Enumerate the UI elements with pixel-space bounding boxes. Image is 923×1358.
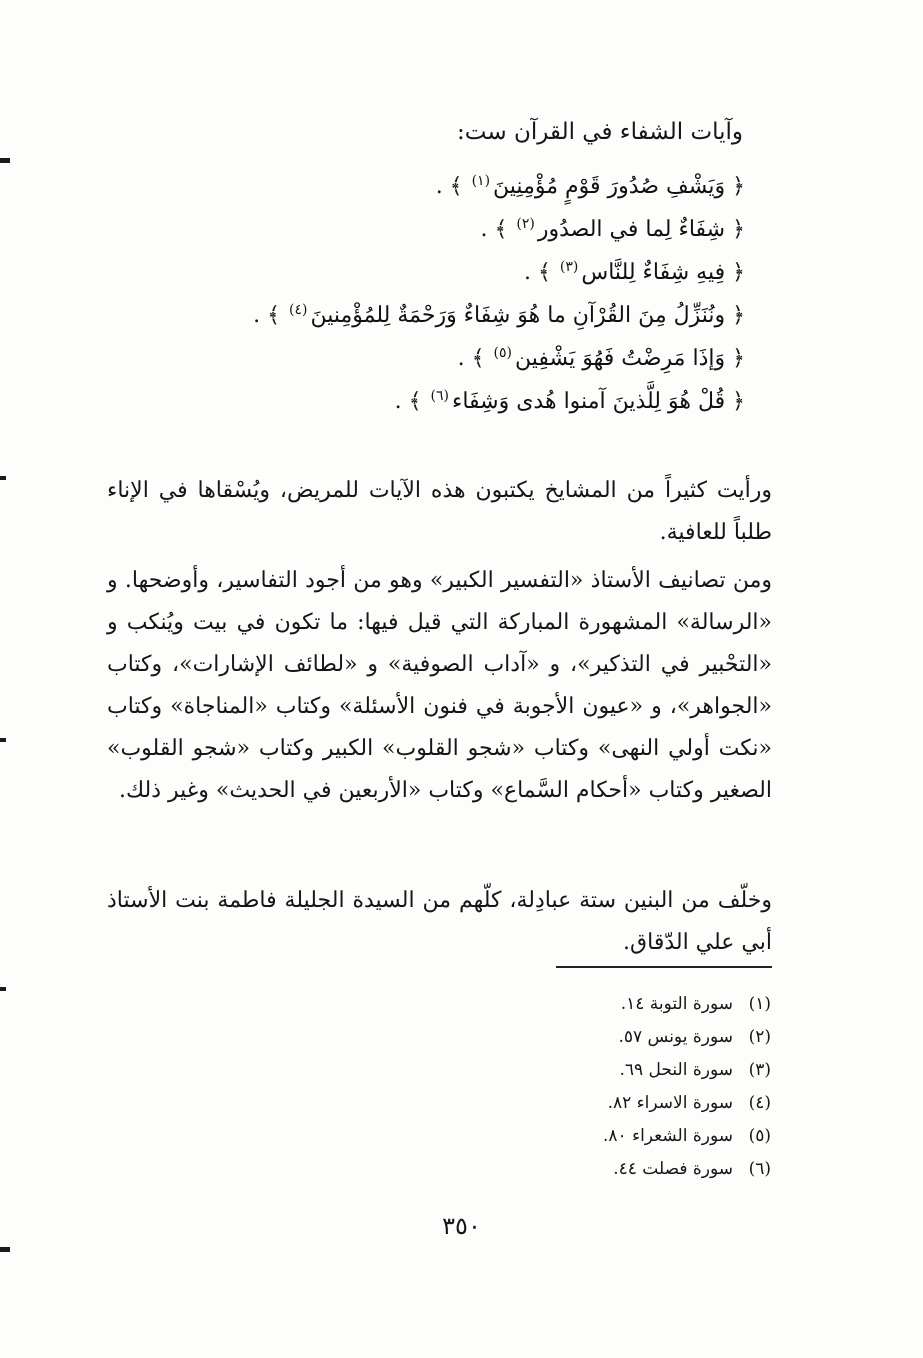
verse-end: ﴾ . — [435, 174, 463, 199]
paragraph-healing-verses: ورأيت كثيراً من المشايخ يكتبون هذه الآيات للمريض، ويُسْقاها في الإناء طلباً للعافية. — [107, 478, 772, 545]
verse-end: ﴾ . — [524, 260, 551, 285]
footnote-text: سورة يونس ٥٧. — [618, 1027, 733, 1047]
scan-edge-mark — [0, 158, 10, 163]
footnote-text: سورة فصلت ٤٤. — [613, 1159, 733, 1179]
scan-edge-mark — [0, 476, 6, 480]
verse-text: ﴿ فِيهِ شِفَاءٌ لِلنَّاس — [581, 260, 745, 285]
intro-line: وآيات الشفاء في القرآن ست: — [457, 119, 743, 145]
footnote-number: (٦) — [748, 1159, 771, 1179]
footnote-item — [551, 1153, 771, 1186]
footnote-number: (١) — [748, 994, 771, 1014]
verse-end: ﴾ . — [457, 346, 485, 371]
footnote-number: (٣) — [748, 1060, 771, 1080]
verse-1 — [185, 160, 745, 203]
verse-list — [185, 160, 745, 418]
footnote-number: (٤) — [748, 1093, 771, 1113]
verse-text: ﴿ وَإذَا مَرِضْتُ فَهُوَ يَشْفِين — [514, 346, 745, 371]
scan-edge-mark — [0, 1247, 10, 1252]
footnote-item — [551, 1054, 771, 1087]
footnote-number: (٢) — [748, 1027, 771, 1047]
verse-3 — [185, 246, 745, 289]
footnote-item — [551, 1021, 771, 1054]
footnote-text: سورة الاسراء ٨٢. — [607, 1093, 733, 1113]
footnote-text: سورة التوبة ١٤. — [620, 994, 733, 1014]
footnote-number: (٥) — [748, 1126, 771, 1146]
footnote-item — [551, 1120, 771, 1153]
verse-text: ﴿ وَيَشْفِ صُدُورَ قَوْمٍ مُؤْمِنِينَ — [493, 174, 745, 199]
verse-text: ﴿ ونُنَزِّلُ مِنَ القُرْآنِ ما هُوَ شِفَاءٌ وَرَحْمَةٌ لِلمُؤْمِنينَ — [310, 303, 745, 328]
verse-text: ﴿ شِفَاءٌ لِما في الصدُور — [537, 217, 745, 242]
footnote-text: سورة النحل ٦٩. — [619, 1060, 733, 1080]
verse-2 — [185, 203, 745, 246]
verse-6 — [185, 375, 745, 418]
page-number: ٣٥٠ — [442, 1212, 481, 1240]
verse-ref: (٣) — [559, 259, 579, 275]
verse-end: ﴾ . — [394, 389, 422, 414]
verse-text: ﴿ قُلْ هُوَ لِلَّذينَ آمنوا هُدى وَشِفَاء — [451, 389, 745, 414]
verse-ref: (٦) — [430, 388, 449, 404]
paragraph-works: ومن تصانيف الأستاذ «التفسير الكبير» وهو من أجود التفاسير، وأوضحها. و «الرسالة» المشهورة المباركة التي قيل فيها: ما تكون في بيت ويُنكب و «التحْبير في التذكير»، و «آداب الصوفية» و «لطائف الإشارات»، وكتاب «الجواهر»، و «عيون الأجوبة في فنون الأسئلة» وكتاب «المناجاة» وكتاب «نكت أولي النهى» وكتاب «شجو القلوب» الكبير وكتاب «شجو القلوب» الصغير وكتاب «أحكام السَّماع» وكتاب «الأربعين في الحديث» وغير ذلك. — [107, 568, 772, 803]
footnote-item — [551, 1087, 771, 1120]
verse-ref: (٢) — [516, 216, 535, 232]
footnote-text: سورة الشعراء ٨٠. — [603, 1126, 733, 1146]
verse-ref: (٤) — [288, 302, 308, 318]
verse-end: ﴾ . — [253, 303, 280, 328]
verse-4 — [185, 289, 745, 332]
scan-edge-mark — [0, 738, 6, 742]
verse-ref: (٥) — [493, 345, 512, 361]
scan-edge-mark — [0, 987, 6, 991]
verse-5 — [185, 332, 745, 375]
footnote-item — [551, 988, 771, 1021]
verse-end: ﴾ . — [480, 217, 508, 242]
footnote-separator — [556, 966, 772, 968]
verse-ref: (١) — [471, 173, 491, 189]
paragraph-children: وخلّف من البنين ستة عبادِلة، كلّهم من السيدة الجليلة فاطمة بنت الأستاذ أبي علي الدّقاق. — [107, 888, 772, 955]
footnotes — [551, 988, 771, 1186]
